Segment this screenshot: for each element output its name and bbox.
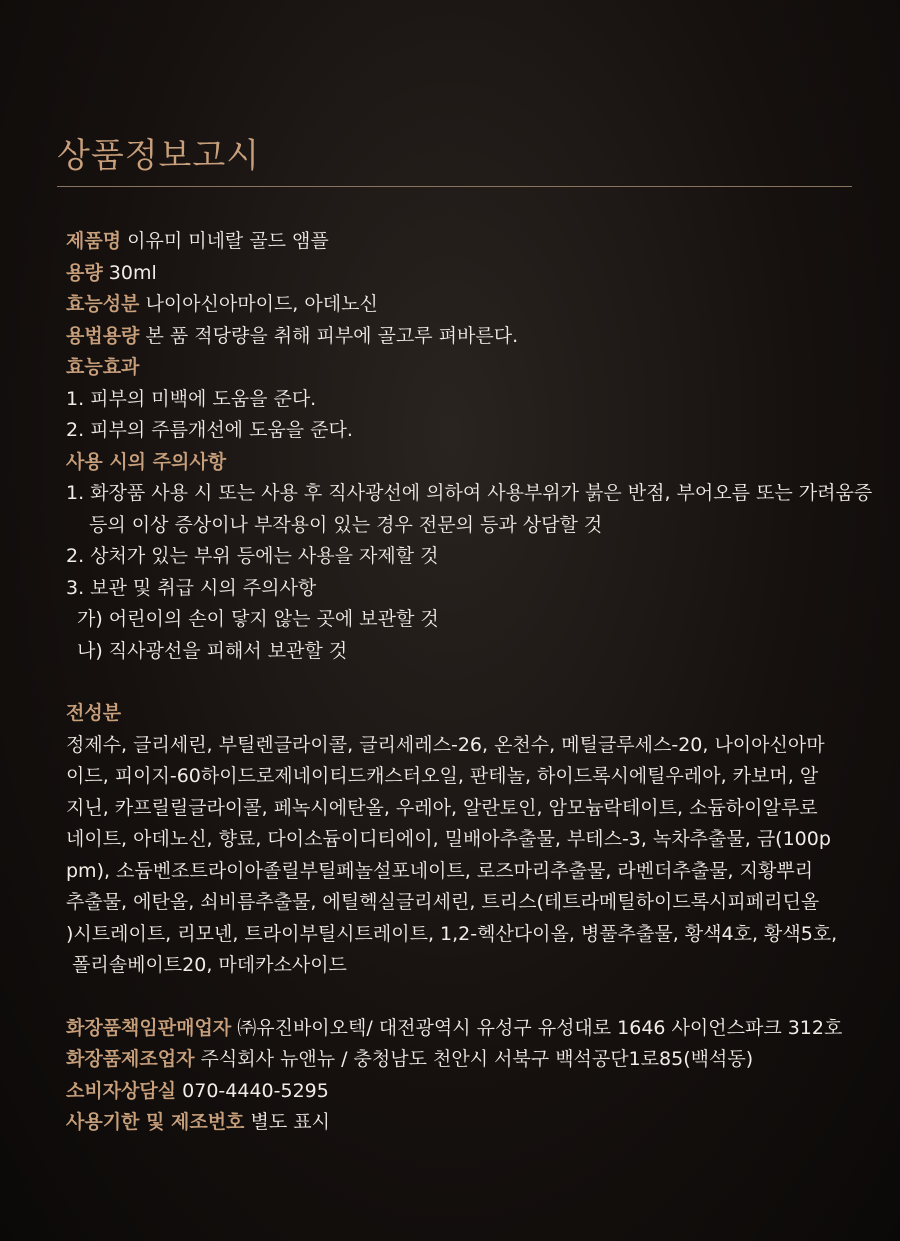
seller-label: 화장품책임판매업자	[66, 1016, 232, 1039]
precaution-item-3b: 나) 직사광선을 피해서 보관할 것	[77, 639, 348, 662]
precaution-item-3a: 가) 어린이의 손이 닿지 않는 곳에 보관할 것	[77, 608, 439, 630]
precaution-item-2: 2. 상처가 있는 부위 등에는 사용을 자제할 것	[66, 545, 439, 567]
expiry-row	[66, 1107, 846, 1139]
title-divider	[57, 186, 852, 187]
product-name-row	[66, 226, 846, 258]
manufacturer-label: 화장품제조업자	[66, 1048, 195, 1070]
usage-value: 본 품 적당량을 취해 피부에 골고루 펴바른다.	[145, 324, 519, 347]
precaution-item-1: 1. 화장품 사용 시 또는 사용 후 직사광선에 의하여 사용부위가 붉은 반점, 부어오름 또는 가려움증	[66, 482, 873, 504]
full-ingredients-list	[66, 730, 846, 982]
ingredients-line: 폴리솔베이트20, 마데카소사이드	[66, 954, 347, 976]
consumer-service-phone: 070-4440-5295	[182, 1079, 329, 1102]
volume-value: 30ml	[108, 261, 157, 284]
ingredients-line: 정제수, 글리세린, 부틸렌글라이콜, 글리세레스-26, 온천수, 메틸글루세스-20, 나이아신아마	[66, 733, 825, 756]
usage-row	[66, 321, 846, 353]
effects-item: 1. 피부의 미백에 도움을 준다.	[66, 387, 317, 410]
expiry-label: 사용기한 및 제조번호	[66, 1111, 245, 1133]
product-name-value: 이유미 미네랄 골드 앰플	[127, 230, 329, 252]
manufacturer-row	[66, 1044, 846, 1076]
active-ingredients-value: 나이아신아마이드, 아데노신	[145, 293, 378, 315]
precaution-item-3: 3. 보관 및 취급 시의 주의사항	[66, 576, 317, 599]
seller-row	[66, 1013, 846, 1045]
effects-heading: 효능효과	[66, 356, 140, 378]
ingredients-line: 네이트, 아데노신, 향료, 다이소듐이디티에이, 밀배아추출물, 부테스-3, 녹차추출물, 금(100p	[66, 828, 831, 850]
volume-row	[66, 258, 846, 290]
consumer-service-label: 소비자상담실	[66, 1079, 177, 1102]
expiry-value: 별도 표시	[250, 1111, 330, 1133]
ingredients-line: )시트레이트, 리모넨, 트라이부틸시트레이트, 1,2-헥산다이올, 병풀추출물, 황색4호, 황색5호,	[66, 922, 838, 945]
volume-label: 용량	[66, 261, 103, 284]
ingredients-line: 추출물, 에탄올, 쇠비름추출물, 에틸헥실글리세린, 트리스(테트라메틸하이드록시피페리딘올	[66, 891, 820, 913]
full-ingredients-heading: 전성분	[66, 702, 122, 724]
consumer-service-row	[66, 1076, 846, 1108]
ingredients-line: 이드, 피이지-60하이드로제네이티드캐스터오일, 판테놀, 하이드록시에틸우레아, 카보머, 알	[66, 765, 819, 787]
page-title: 상품정보고시	[57, 136, 261, 176]
manufacturer-value: 주식회사 뉴앤뉴 / 충청남도 천안시 서북구 백석공단1로85(백석동)	[200, 1048, 754, 1070]
usage-label: 용법용량	[66, 324, 140, 347]
product-info	[66, 226, 873, 1139]
active-ingredients-row	[66, 289, 846, 321]
ingredients-line: 지닌, 카프릴릴글라이콜, 페녹시에탄올, 우레아, 알란토인, 암모늄락테이트, 소듐하이알루로	[66, 796, 818, 819]
precaution-item-1-cont: 등의 이상 증상이나 부작용이 있는 경우 전문의 등과 상담할 것	[89, 513, 603, 536]
precautions-heading: 사용 시의 주의사항	[66, 450, 227, 473]
ingredients-line: pm), 소듐벤조트라이아졸릴부틸페놀설포네이트, 로즈마리추출물, 라벤더추출물, 지황뿌리	[66, 859, 814, 882]
effects-item: 2. 피부의 주름개선에 도움을 준다.	[66, 419, 353, 441]
active-ingredients-label: 효능성분	[66, 293, 140, 315]
seller-value: ㈜유진바이오텍/ 대전광역시 유성구 유성대로 1646 사이언스파크 312호	[237, 1016, 843, 1039]
spacer	[66, 667, 846, 698]
spacer	[66, 982, 846, 1013]
product-name-label: 제품명	[66, 230, 122, 252]
